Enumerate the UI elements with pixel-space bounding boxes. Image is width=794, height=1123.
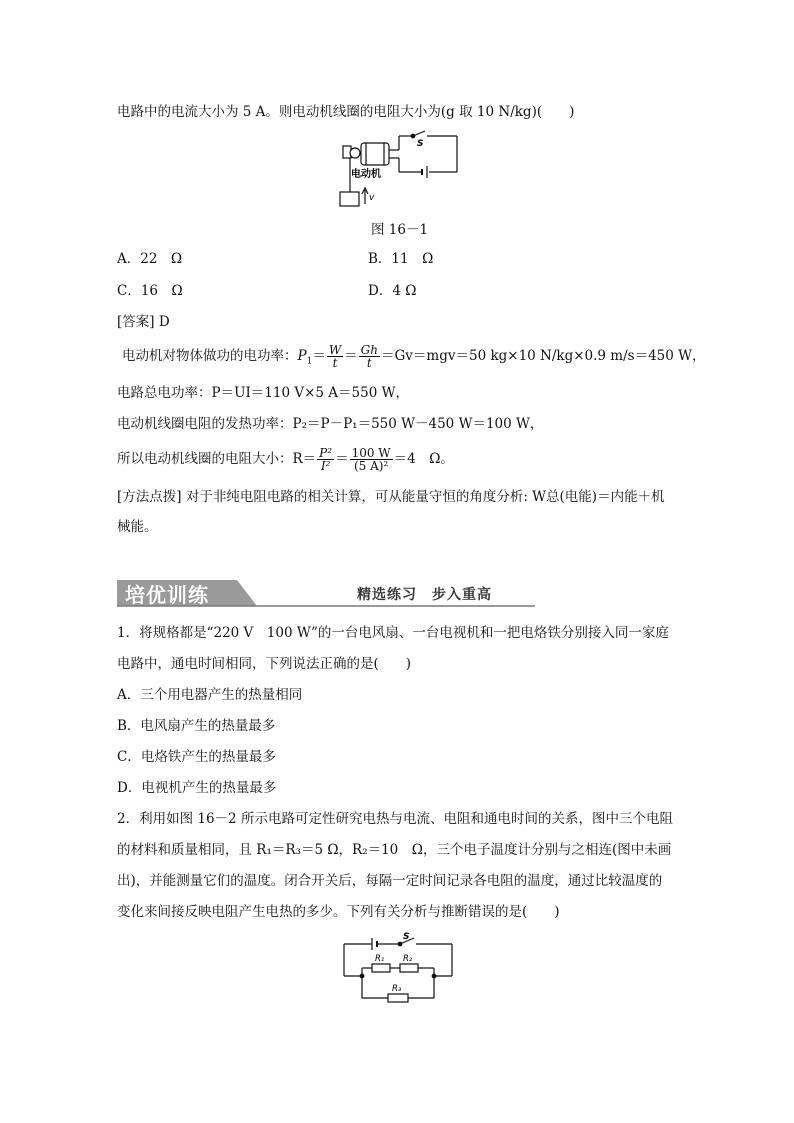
option-a: A．22 Ω xyxy=(117,251,183,267)
solution-line-4 xyxy=(117,444,454,474)
solution-line-4-pre: 所以电动机线圈的电阻大小：R＝ xyxy=(117,451,317,467)
load-block xyxy=(340,192,359,206)
q1-option-b: B．电风扇产生的热量最多 xyxy=(117,718,276,734)
figure-16-1-caption: 图 16－1 xyxy=(371,222,429,238)
option-b: B．11 Ω xyxy=(368,251,434,267)
q2-line-2: 的材料和质量相同，且 R₁＝R₃＝5 Ω，R₂＝10 Ω，三个电子温度计分别与之相连(图中未画 xyxy=(117,842,672,858)
motor-body xyxy=(361,143,389,165)
switch-blade xyxy=(413,131,425,136)
q2-line-1: 2．利用如图 16－2 所示电路可定性研究电热与电流、电阻和通电时间的关系，图中三个电阻 xyxy=(117,811,673,827)
solution-line-1-pre: 电动机对物体做功的电功率： xyxy=(122,348,298,364)
method-line-2: 械能。 xyxy=(117,519,158,535)
fraction-denominator: I² xyxy=(320,459,331,473)
q1-option-a: A．三个用电器产生的热量相同 xyxy=(117,687,303,703)
fraction-numerator: Gh xyxy=(360,343,378,357)
switch-label: S xyxy=(417,139,424,149)
equals-2: ＝ xyxy=(344,348,358,364)
option-d: D．4 Ω xyxy=(368,283,417,299)
equals-3: ＝ xyxy=(335,451,349,467)
fraction-100w-over-5a xyxy=(350,447,393,472)
p1-symbol: P xyxy=(297,348,307,364)
r1-label: R₁ xyxy=(375,954,385,964)
fraction-numerator: 100 W xyxy=(351,446,391,460)
q1-line-2: 电路中，通电时间相同，下列说法正确的是( ) xyxy=(117,656,412,672)
option-c: C．16 Ω xyxy=(117,283,183,299)
solution-line-2: 电路总电功率：P＝UI＝110 V×5 A＝550 W， xyxy=(117,385,409,401)
q1-option-d: D．电视机产生的热量最多 xyxy=(117,780,277,796)
r2-label: R₂ xyxy=(403,954,413,964)
resistor-r3 xyxy=(388,994,408,1002)
q1-line-1: 1．将规格都是“220 V 100 W”的一台电风扇、一台电视机和一把电烙铁分别接入同一家庭 xyxy=(117,625,669,641)
fraction-denominator: t xyxy=(332,356,338,370)
fraction-denominator: t xyxy=(366,356,372,370)
fraction-w-over-t xyxy=(327,344,343,369)
solution-line-3: 电动机线圈电阻的发热功率：P₂＝P－P₁＝550 W－450 W＝100 W， xyxy=(117,416,544,432)
equals-1: ＝ xyxy=(312,348,326,364)
fraction-numerator: W xyxy=(328,343,342,357)
resistor-r2 xyxy=(400,964,418,972)
solution-line-1 xyxy=(122,343,706,375)
fraction-gh-over-t xyxy=(359,344,380,369)
fraction-denominator: (5 A)² xyxy=(353,459,389,473)
q1-option-c: C．电烙铁产生的热量最多 xyxy=(117,749,276,765)
fraction-p2-over-i2 xyxy=(317,447,334,472)
answer: [答案] D xyxy=(117,314,170,330)
section-banner xyxy=(117,577,535,607)
r3-label: R₃ xyxy=(392,984,402,994)
fraction-numerator: P² xyxy=(319,446,333,460)
method-line-1: [方法点拨] 对于非纯电阻电路的相关计算，可从能量守恒的角度分析: W总(电能)＝内能＋机 xyxy=(117,489,665,505)
solution-line-4-post: ＝4 Ω。 xyxy=(393,451,454,467)
question-intro: 电路中的电流大小为 5 A。则电动机线圈的电阻大小为(g 取 10 N/kg)( ) xyxy=(117,104,575,120)
velocity-label: v xyxy=(369,193,375,203)
q2-line-3: 出)，并能测量它们的温度。闭合开关后，每隔一定时间记录各电阻的温度，通过比较温度的 xyxy=(117,873,663,889)
banner-title: 培优训练 xyxy=(125,583,209,607)
pulley xyxy=(350,148,360,158)
resistor-r1 xyxy=(372,964,390,972)
q2-line-4: 变化来间接反映电阻产生电热的多少。下列有关分析与推断错误的是( ) xyxy=(117,904,560,920)
figure-16-1 xyxy=(333,126,463,210)
switch-label: S xyxy=(403,932,410,942)
p1-subscript: 1 xyxy=(306,356,313,367)
banner-subtitle: 精选练习 步入重高 xyxy=(357,587,492,603)
figure-16-2 xyxy=(338,930,458,1006)
motor-label: 电动机 xyxy=(351,169,381,180)
solution-line-1-post: ＝Gv＝mgv＝50 kg×10 N/kg×0.9 m/s＝450 W， xyxy=(381,348,706,364)
